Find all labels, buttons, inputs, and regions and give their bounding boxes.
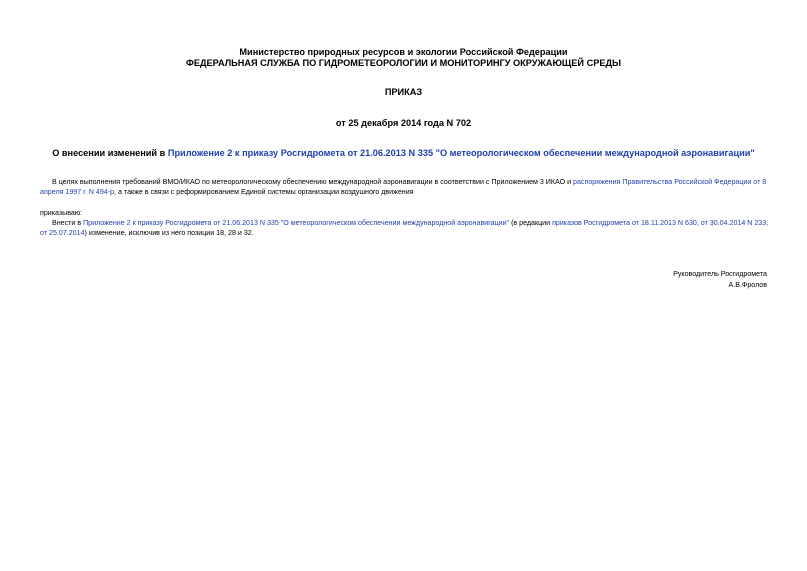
- subject-link[interactable]: Приложение 2 к приказу Росгидромета от 21.06.2013 N 335 "О метеорологическом обеспечении международной аэронавигации": [167, 148, 755, 158]
- preamble-tail: , а также в связи с реформированием Единой системы организации воздушного движения: [114, 188, 414, 196]
- signatory-title: Руководитель Росгидромета: [673, 270, 767, 278]
- government-decree-link[interactable]: распоряжения Правительства Российской Федерации от 8 апреля 1997 г. N 494-р: [40, 178, 767, 196]
- order-text-3: ) изменение, исключив из него позиции 18, 28 и 32.: [84, 229, 254, 237]
- order-paragraph: [40, 218, 770, 238]
- preamble-text: В целях выполнения требований ВМО/ИКАО по метеорологическому обеспечению международной аэронавигации в соответствии с Приложением 3 ИКАО и: [52, 178, 574, 186]
- document-date-number: от 25 декабря 2014 года N 702: [335, 118, 472, 128]
- subject-prefix: О внесении изменений в: [52, 148, 168, 158]
- signature-block: [467, 269, 767, 291]
- order-text-2: (в редакции: [509, 219, 553, 227]
- preamble-paragraph: [40, 177, 770, 197]
- document-header: [0, 47, 807, 69]
- signatory-name: А.В.Фролов: [728, 281, 767, 289]
- amendments-link[interactable]: приказов Росгидромета от 18.11.2013 N 630, от 30.04.2014 N 233, от 25.07.2014: [40, 219, 769, 237]
- orders-label: приказываю:: [40, 209, 83, 217]
- appendix-link[interactable]: Приложение 2 к приказу Росгидромета от 21.06.2013 N 335 "О метеорологическом обеспечении международной аэронавигации": [83, 219, 510, 227]
- document-subject: [0, 148, 807, 158]
- document-type: ПРИКАЗ: [384, 87, 423, 97]
- ministry-name: Министерство природных ресурсов и экологии Российской Федерации: [239, 47, 568, 57]
- service-name: ФЕДЕРАЛЬНАЯ СЛУЖБА ПО ГИДРОМЕТЕОРОЛОГИИ И МОНИТОРИНГУ ОКРУЖАЮЩЕЙ СРЕДЫ: [186, 58, 621, 68]
- order-text-1: Внести в: [52, 219, 84, 227]
